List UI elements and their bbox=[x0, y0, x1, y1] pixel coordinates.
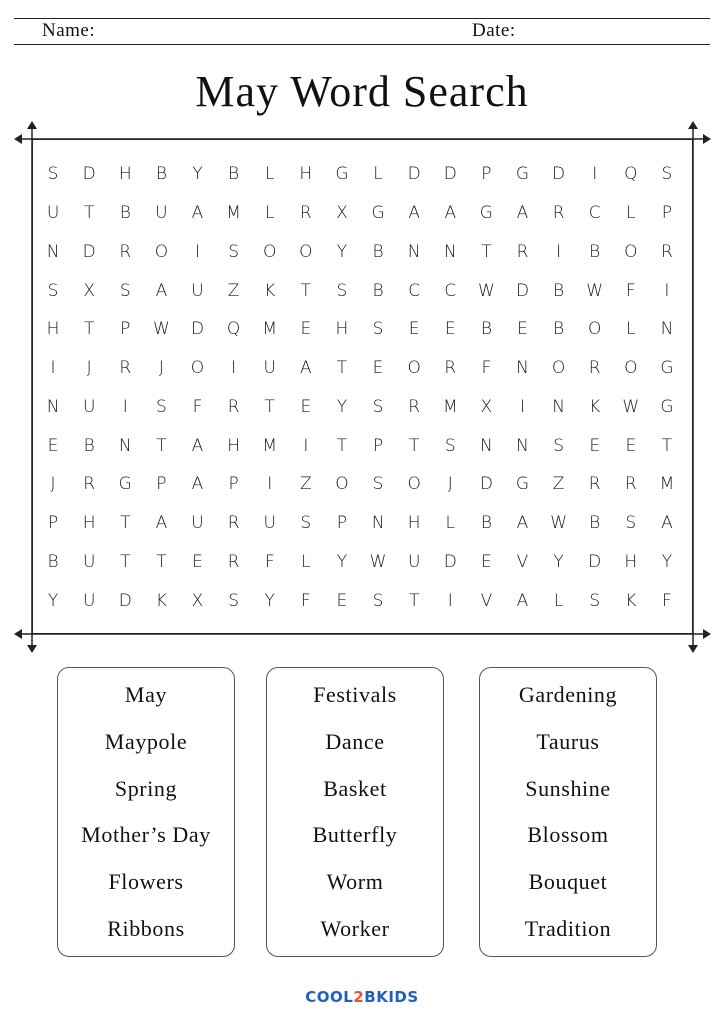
grid-cell[interactable]: X bbox=[480, 396, 493, 417]
grid-cell[interactable]: Y bbox=[192, 164, 203, 185]
grid-cell[interactable]: P bbox=[47, 513, 59, 534]
grid-cell[interactable]: E bbox=[444, 319, 456, 340]
grid-cell[interactable]: R bbox=[588, 358, 601, 379]
word-list-item: Ribbons bbox=[107, 915, 185, 941]
grid-cell[interactable]: X bbox=[336, 203, 348, 224]
grid-cell[interactable]: I bbox=[303, 435, 309, 456]
word-list-box-3 bbox=[479, 667, 657, 957]
grid-cell[interactable]: R bbox=[624, 474, 637, 495]
grid-cell[interactable]: A bbox=[191, 474, 204, 495]
grid-cell[interactable]: S bbox=[336, 280, 348, 301]
grid-cell[interactable]: F bbox=[625, 280, 636, 301]
grid-cell[interactable]: B bbox=[155, 164, 167, 185]
grid-cell[interactable]: T bbox=[264, 396, 275, 417]
grid-cell[interactable]: A bbox=[444, 203, 457, 224]
grid-cell[interactable]: Z bbox=[552, 474, 565, 495]
grid-cell[interactable]: D bbox=[515, 280, 530, 301]
grid-cell[interactable]: Y bbox=[336, 551, 348, 572]
grid-cell[interactable]: G bbox=[479, 203, 493, 224]
grid-cell[interactable]: S bbox=[661, 164, 673, 185]
grid-cell[interactable]: G bbox=[515, 164, 530, 185]
grid-cell[interactable]: S bbox=[625, 513, 637, 534]
grid-cell[interactable]: A bbox=[408, 203, 420, 224]
grid-cell[interactable]: O bbox=[190, 358, 205, 379]
grid-cell[interactable]: O bbox=[551, 358, 566, 379]
grid-cell[interactable]: I bbox=[664, 280, 670, 301]
grid-cell[interactable]: P bbox=[228, 474, 239, 495]
grid-cell[interactable]: R bbox=[227, 513, 240, 534]
grid-cell[interactable]: S bbox=[47, 280, 59, 301]
grid-cell[interactable]: H bbox=[624, 551, 638, 572]
grid-cell[interactable]: N bbox=[552, 396, 565, 417]
grid-cell[interactable]: U bbox=[263, 358, 276, 379]
grid-cell[interactable]: B bbox=[480, 513, 492, 534]
grid-cell[interactable]: S bbox=[47, 164, 59, 185]
grid-cell[interactable]: P bbox=[661, 203, 673, 224]
grid-cell[interactable]: E bbox=[589, 435, 601, 456]
grid-cell[interactable]: E bbox=[517, 319, 528, 340]
grid-cell[interactable]: A bbox=[300, 358, 312, 379]
grid-cell[interactable]: B bbox=[589, 241, 601, 262]
grid-cell[interactable]: S bbox=[300, 513, 312, 534]
grid-cell[interactable]: A bbox=[516, 590, 529, 611]
grid-cell[interactable]: S bbox=[372, 590, 384, 611]
grid-cell[interactable]: O bbox=[624, 358, 638, 379]
grid-cell[interactable]: N bbox=[660, 319, 674, 340]
grid-cell[interactable]: F bbox=[300, 590, 311, 611]
grid-cell[interactable]: I bbox=[267, 474, 273, 495]
grid-cell[interactable]: C bbox=[444, 280, 457, 301]
grid-cell[interactable]: A bbox=[516, 513, 529, 534]
grid-cell[interactable]: G bbox=[371, 203, 385, 224]
grid-cell[interactable]: B bbox=[83, 435, 95, 456]
grid-cell[interactable]: K bbox=[589, 396, 601, 417]
grid-cell[interactable]: H bbox=[118, 164, 132, 185]
grid-cell[interactable]: T bbox=[83, 319, 95, 340]
grid-cell[interactable]: N bbox=[516, 358, 529, 379]
grid-cell[interactable]: N bbox=[443, 241, 457, 262]
grid-cell[interactable]: N bbox=[516, 435, 529, 456]
grid-cell[interactable]: E bbox=[300, 396, 312, 417]
grid-cell[interactable]: H bbox=[227, 435, 240, 456]
grid-cell[interactable]: A bbox=[155, 513, 168, 534]
word-list-item: Taurus bbox=[536, 728, 600, 754]
grid-cell[interactable]: M bbox=[226, 203, 241, 224]
grid-cell[interactable]: G bbox=[118, 474, 132, 495]
grid-cell[interactable]: Y bbox=[661, 551, 673, 572]
grid-cell[interactable]: E bbox=[408, 319, 420, 340]
grid-cell[interactable]: N bbox=[480, 435, 493, 456]
grid-cell[interactable]: B bbox=[47, 551, 59, 572]
grid-cell[interactable]: O bbox=[624, 241, 638, 262]
grid-cell[interactable]: L bbox=[626, 203, 636, 224]
word-list-item: Sunshine bbox=[525, 775, 611, 801]
logo-part-cool: COOL bbox=[305, 988, 354, 1006]
grid-cell[interactable]: H bbox=[299, 164, 313, 185]
grid-cell[interactable]: I bbox=[50, 358, 56, 379]
grid-cell[interactable]: T bbox=[83, 203, 95, 224]
grid-cell[interactable]: C bbox=[408, 280, 421, 301]
grid-cell[interactable]: U bbox=[82, 396, 96, 417]
grid-cell[interactable]: O bbox=[407, 358, 421, 379]
grid-cell[interactable]: Y bbox=[553, 551, 564, 572]
word-list-item: Tradition bbox=[524, 915, 612, 941]
word-list-item: Festivals bbox=[313, 682, 397, 708]
grid-cell[interactable]: E bbox=[372, 358, 384, 379]
grid-cell[interactable]: D bbox=[82, 241, 96, 262]
grid-cell[interactable]: J bbox=[50, 474, 56, 495]
grid-cell[interactable]: E bbox=[300, 319, 312, 340]
grid-cell[interactable]: T bbox=[120, 551, 131, 572]
grid-cell[interactable]: T bbox=[408, 590, 420, 611]
grid-cell[interactable]: I bbox=[231, 358, 237, 379]
grid-cell[interactable]: D bbox=[443, 164, 457, 185]
grid-cell[interactable]: Z bbox=[299, 474, 312, 495]
grid-cell[interactable]: B bbox=[228, 164, 240, 185]
grid-cell[interactable]: L bbox=[553, 590, 564, 611]
grid-cell[interactable]: P bbox=[481, 164, 492, 185]
grid-cell[interactable]: J bbox=[447, 474, 453, 495]
date-label: Date: bbox=[472, 20, 516, 41]
word-list-item: Flowers bbox=[108, 868, 184, 894]
page-title: May Word Search bbox=[195, 67, 529, 116]
grid-cell[interactable]: R bbox=[444, 358, 457, 379]
grid-cell[interactable]: W bbox=[550, 513, 567, 534]
grid-cell[interactable]: O bbox=[335, 474, 349, 495]
grid-cell[interactable]: U bbox=[191, 513, 204, 534]
grid-cell[interactable]: Z bbox=[227, 280, 240, 301]
grid-cell[interactable]: U bbox=[155, 203, 168, 224]
word-list-item: Gardening bbox=[518, 682, 618, 708]
grid-cell[interactable]: N bbox=[46, 396, 60, 417]
grid-cell[interactable]: P bbox=[372, 435, 384, 456]
grid-cell[interactable]: X bbox=[191, 590, 204, 611]
grid-cell[interactable]: K bbox=[264, 280, 276, 301]
grid-cell[interactable]: T bbox=[336, 435, 348, 456]
grid-cell[interactable]: F bbox=[662, 590, 672, 611]
grid-cell[interactable]: U bbox=[82, 551, 96, 572]
word-list-item: Basket bbox=[323, 775, 387, 801]
grid-cell[interactable]: T bbox=[336, 358, 348, 379]
grid-cell[interactable]: F bbox=[264, 551, 275, 572]
grid-cell[interactable]: W bbox=[369, 551, 387, 572]
grid-cell[interactable]: C bbox=[588, 203, 601, 224]
grid-cell[interactable]: T bbox=[156, 551, 167, 572]
word-list-item: Worm bbox=[326, 868, 384, 894]
grid-cell[interactable]: Q bbox=[226, 319, 241, 340]
grid-cell[interactable]: I bbox=[447, 590, 453, 611]
grid-cell[interactable]: D bbox=[552, 164, 566, 185]
word-list-box-2 bbox=[266, 667, 444, 957]
grid-cell[interactable]: U bbox=[82, 590, 96, 611]
grid-cell[interactable]: B bbox=[372, 280, 384, 301]
grid-cell[interactable]: E bbox=[336, 590, 348, 611]
grid-cell[interactable]: U bbox=[46, 203, 60, 224]
grid-cell[interactable]: R bbox=[227, 396, 240, 417]
grid-cell[interactable]: D bbox=[82, 164, 96, 185]
grid-cell[interactable]: M bbox=[442, 396, 458, 417]
grid-cell[interactable]: S bbox=[228, 590, 239, 611]
grid-cell[interactable]: E bbox=[47, 435, 59, 456]
grid-cell[interactable]: B bbox=[119, 203, 131, 224]
grid-cell[interactable]: W bbox=[586, 280, 604, 301]
grid-cell[interactable]: D bbox=[479, 474, 493, 495]
logo-part-2: 2 bbox=[353, 988, 365, 1006]
grid-cell[interactable]: P bbox=[120, 319, 131, 340]
grid-cell[interactable]: O bbox=[588, 319, 602, 340]
grid-cell[interactable]: S bbox=[372, 396, 384, 417]
grid-cell[interactable]: G bbox=[515, 474, 530, 495]
grid-cell[interactable]: F bbox=[192, 396, 203, 417]
word-list-item: Blossom bbox=[527, 822, 609, 848]
word-list-item: Spring bbox=[114, 775, 178, 801]
grid-cell[interactable]: O bbox=[299, 241, 313, 262]
grid-cell[interactable]: W bbox=[152, 319, 170, 340]
grid-cell[interactable]: A bbox=[516, 203, 529, 224]
grid-cell[interactable]: D bbox=[118, 590, 132, 611]
grid-cell[interactable]: S bbox=[155, 396, 167, 417]
grid-cell[interactable]: E bbox=[481, 551, 492, 572]
grid-cell[interactable]: W bbox=[477, 280, 495, 301]
grid-cell[interactable]: I bbox=[519, 396, 525, 417]
grid-cell[interactable]: U bbox=[407, 551, 421, 572]
grid-cell[interactable]: T bbox=[120, 513, 131, 534]
grid-cell[interactable]: X bbox=[83, 280, 95, 301]
grid-cell[interactable]: A bbox=[155, 280, 168, 301]
grid-cell[interactable]: H bbox=[46, 319, 60, 340]
word-list-item: Butterfly bbox=[312, 822, 398, 848]
grid-cell[interactable]: R bbox=[227, 551, 240, 572]
word-list-item: Mother’s Day bbox=[81, 822, 211, 848]
grid-cell[interactable]: T bbox=[481, 241, 492, 262]
name-label: Name: bbox=[42, 20, 96, 41]
grid-cell[interactable]: O bbox=[263, 241, 277, 262]
grid-cell[interactable]: N bbox=[407, 241, 421, 262]
grid-cell[interactable]: J bbox=[158, 358, 164, 379]
grid-cell[interactable]: M bbox=[262, 319, 278, 340]
grid-cell[interactable]: S bbox=[372, 474, 384, 495]
grid-cell[interactable]: V bbox=[516, 551, 529, 572]
grid-cell[interactable]: O bbox=[407, 474, 421, 495]
grid-cell[interactable]: B bbox=[372, 241, 384, 262]
header-top-line bbox=[14, 18, 710, 19]
grid-cell[interactable]: Y bbox=[336, 396, 348, 417]
grid-cell[interactable]: R bbox=[299, 203, 312, 224]
grid-cell[interactable]: E bbox=[625, 435, 637, 456]
logo-part-bkids: BKIDS bbox=[364, 988, 419, 1006]
grid-cell[interactable]: N bbox=[46, 241, 60, 262]
letter-grid bbox=[35, 155, 685, 620]
grid-cell[interactable]: L bbox=[301, 551, 311, 572]
grid-cell[interactable]: T bbox=[408, 435, 420, 456]
grid-cell[interactable]: G bbox=[660, 396, 674, 417]
grid-cell[interactable]: U bbox=[263, 513, 276, 534]
grid-cell[interactable]: P bbox=[156, 474, 167, 495]
grid-cell[interactable]: S bbox=[589, 590, 601, 611]
word-list-box-1 bbox=[57, 667, 235, 957]
grid-cell[interactable]: L bbox=[626, 319, 636, 340]
grid-cell[interactable]: P bbox=[336, 513, 348, 534]
grid-cell[interactable]: S bbox=[119, 280, 131, 301]
word-list-item: May bbox=[124, 682, 168, 708]
word-list-item: Worker bbox=[320, 915, 390, 941]
grid-cell[interactable]: T bbox=[156, 435, 167, 456]
grid-cell[interactable]: H bbox=[407, 513, 421, 534]
grid-cell[interactable]: V bbox=[480, 590, 493, 611]
grid-cell[interactable]: Y bbox=[336, 241, 348, 262]
grid-cell[interactable]: T bbox=[300, 280, 312, 301]
grid-cell[interactable]: Y bbox=[264, 590, 275, 611]
grid-cell[interactable]: R bbox=[83, 474, 96, 495]
grid-cell[interactable]: D bbox=[588, 551, 602, 572]
grid-cell[interactable]: D bbox=[407, 164, 421, 185]
grid-cell[interactable]: I bbox=[556, 241, 562, 262]
grid-cell[interactable]: R bbox=[552, 203, 565, 224]
grid-cell[interactable]: G bbox=[335, 164, 349, 185]
grid-cell[interactable]: R bbox=[588, 474, 601, 495]
grid-cell[interactable]: E bbox=[192, 551, 203, 572]
grid-cell[interactable]: R bbox=[516, 241, 529, 262]
grid-cell[interactable]: N bbox=[371, 513, 385, 534]
grid-cell[interactable]: R bbox=[661, 241, 673, 262]
grid-cell[interactable]: U bbox=[191, 280, 204, 301]
grid-cell[interactable]: W bbox=[622, 396, 640, 417]
grid-cell[interactable]: A bbox=[661, 513, 673, 534]
grid-cell[interactable]: Y bbox=[47, 590, 59, 611]
site-logo[interactable] bbox=[0, 988, 724, 1006]
grid-cell[interactable]: G bbox=[660, 358, 674, 379]
grid-cell[interactable]: T bbox=[661, 435, 673, 456]
word-list-item: Bouquet bbox=[528, 868, 608, 894]
grid-cell[interactable]: A bbox=[191, 203, 204, 224]
grid-cell[interactable]: B bbox=[589, 513, 601, 534]
grid-cell[interactable]: H bbox=[82, 513, 96, 534]
grid-cell[interactable]: L bbox=[373, 164, 383, 185]
grid-cell[interactable]: S bbox=[553, 435, 564, 456]
grid-cell[interactable]: N bbox=[118, 435, 132, 456]
grid-cell[interactable]: I bbox=[194, 241, 200, 262]
word-list-item: Dance bbox=[325, 728, 385, 754]
grid-cell[interactable]: B bbox=[553, 319, 565, 340]
grid-cell[interactable]: B bbox=[553, 280, 565, 301]
grid-cell[interactable]: K bbox=[155, 590, 167, 611]
grid-cell[interactable]: R bbox=[408, 396, 421, 417]
grid-cell[interactable]: S bbox=[228, 241, 239, 262]
header-bottom-line bbox=[14, 44, 710, 45]
grid-cell[interactable]: D bbox=[190, 319, 205, 340]
word-list-item: Maypole bbox=[104, 728, 188, 754]
grid-cell[interactable]: I bbox=[122, 396, 128, 417]
grid-cell[interactable]: L bbox=[264, 164, 275, 185]
grid-cell[interactable]: R bbox=[119, 241, 132, 262]
grid-cell[interactable]: M bbox=[659, 474, 675, 495]
grid-cell[interactable]: R bbox=[119, 358, 132, 379]
grid-cell[interactable]: B bbox=[480, 319, 492, 340]
grid-cell[interactable]: A bbox=[191, 435, 204, 456]
grid-cell[interactable]: Q bbox=[624, 164, 638, 185]
grid-cell[interactable]: H bbox=[335, 319, 349, 340]
grid-cell[interactable]: J bbox=[86, 358, 92, 379]
grid-cell[interactable]: F bbox=[481, 358, 492, 379]
grid-cell[interactable]: I bbox=[592, 164, 598, 185]
grid-cell[interactable]: M bbox=[262, 435, 278, 456]
grid-cell[interactable]: S bbox=[444, 435, 456, 456]
grid-cell[interactable]: K bbox=[625, 590, 637, 611]
grid-cell[interactable]: D bbox=[443, 551, 457, 572]
grid-cell[interactable]: O bbox=[154, 241, 169, 262]
grid-cell[interactable]: S bbox=[372, 319, 384, 340]
grid-cell[interactable]: L bbox=[445, 513, 456, 534]
grid-cell[interactable]: L bbox=[264, 203, 275, 224]
